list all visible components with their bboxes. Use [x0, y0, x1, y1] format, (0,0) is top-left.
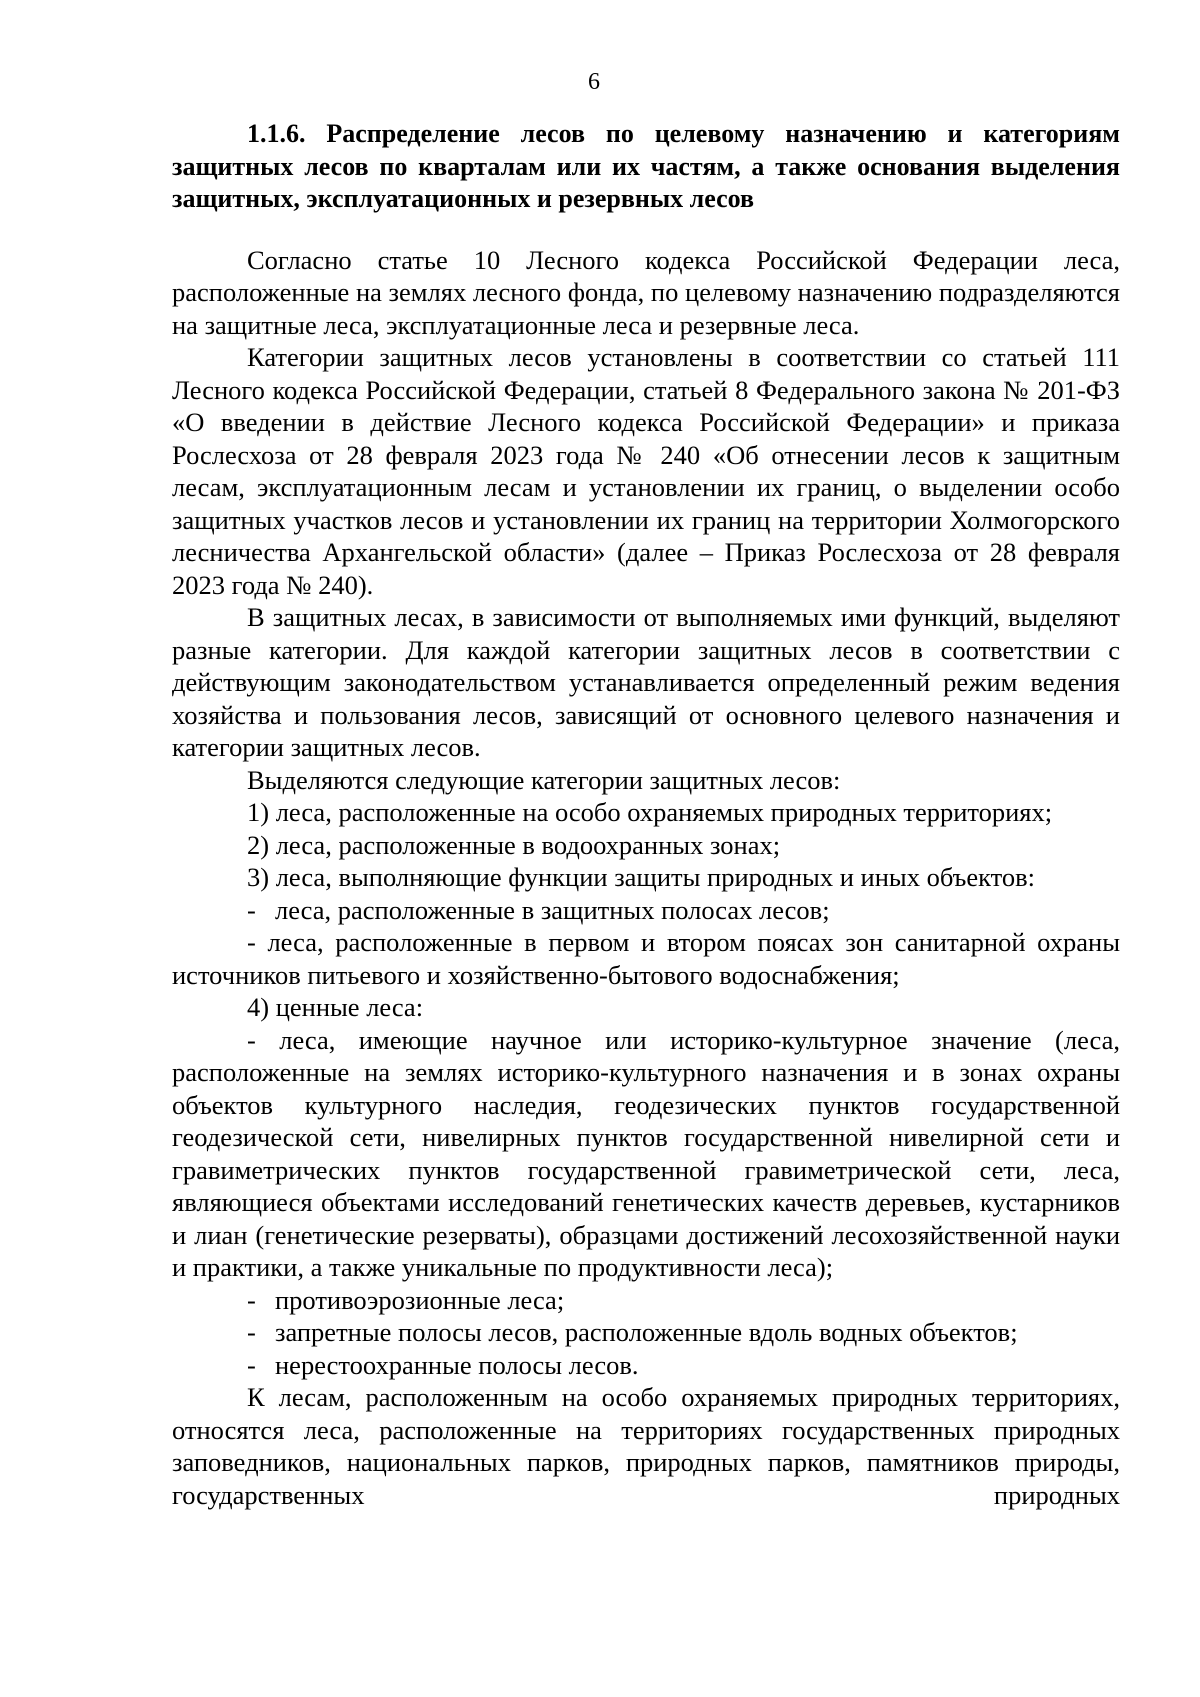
paragraph-protective-categories: Категории защитных лесов установлены в соответствии со статьей 111 Лесного кодекса Российской Федерации, статьей 8 Федерального закона № 201-ФЗ «О введении в действие Лесного кодекса Российской Федерации» и приказа Рослесхоза от 28 февраля 2023 года № 240 «Об отнесении лесов к защитным лесам, эксплуатационным лесам и установлении их границ, о выделении особо защитных участков лесов и установлении их границ на территории Холмогорского лесничества Архангельской области» (далее – Приказ Рослесхоза от 28 февраля 2023 года № 240). [172, 342, 1120, 600]
dash-marker: - [247, 1317, 256, 1347]
dash-marker: - [247, 894, 256, 925]
list-subitem-text: противоэрозионные леса; [275, 1284, 565, 1315]
list-item-4: 4) ценные леса: [247, 992, 424, 1022]
paragraph-protected-territories: К лесам, расположенным на особо охраняемых природных территориях, относятся леса, расположенные на территориях государственных природных заповедников, национальных парков, природных парков, памятников природы, государственных природных [172, 1382, 1120, 1510]
list-subitem-spawning-strips [172, 1349, 1120, 1382]
paragraph-functions: В защитных лесах, в зависимости от выполняемых ими функций, выделяют разные категории. Для каждой категории защитных лесов в соответствии с действующим законодательством устанавливается определенный режим ведения хозяйства и пользования лесов, зависящий от основного целевого назначения и категории защитных лесов. [172, 602, 1120, 762]
dash-marker: - [247, 1284, 256, 1315]
list-subitem-valuable-forests: - леса, имеющие научное или историко-культурное значение (леса, расположенные на землях историко-культурного назначения и в зонах охраны объектов культурного наследия, геодезических пунктов государственной геодезической сети, нивелирных пунктов государственной нивелирной сети и гравиметрических пунктов государственной гравиметрической сети, леса, являющиеся объектами исследований генетических качеств деревьев, кустарников и лиан (генетические резерваты), образцами достижений лесохозяйственной науки и практики, а также уникальные по продуктивности леса); [172, 1024, 1120, 1282]
list-subitem-text: леса, расположенные в защитных полосах лесов; [275, 894, 830, 925]
list-item-3: 3) леса, выполняющие функции защиты природных и иных объектов: [247, 862, 1035, 892]
list-subitem-anti-erosion [172, 1284, 1120, 1317]
list-subitem-prohibited-strips [172, 1316, 1120, 1349]
dash-marker: - [247, 1349, 256, 1380]
list-item-1: 1) леса, расположенные на особо охраняемых природных территориях; [247, 797, 1053, 827]
list-subitem-protective-strips [172, 894, 1120, 927]
list-subitem-text: нерестоохранные полосы лесов. [275, 1349, 639, 1380]
page-content [172, 118, 1120, 1511]
paragraph-list-intro: Выделяются следующие категории защитных лесов: [247, 764, 841, 795]
list-item-2: 2) леса, расположенные в водоохранных зонах; [247, 829, 781, 860]
paragraph-forest-code: Согласно статье 10 Лесного кодекса Российской Федерации леса, расположенные на землях лесного фонда, по целевому назначению подразделяются на защитные леса, эксплуатационные леса и резервные леса. [172, 244, 1120, 340]
list-subitem-sanitary-zones: - леса, расположенные в первом и втором поясах зон санитарной охраны источников питьевого и хозяйственно-бытового водоснабжения; [172, 927, 1120, 990]
page-number: 6 [588, 69, 600, 95]
section-heading: 1.1.6. Распределение лесов по целевому назначению и категориям защитных лесов по кварталам или их частям, а также основания выделения защитных, эксплуатационных и резервных лесов [172, 119, 1120, 213]
list-subitem-text: запретные полосы лесов, расположенные вдоль водных объектов; [275, 1317, 1018, 1347]
